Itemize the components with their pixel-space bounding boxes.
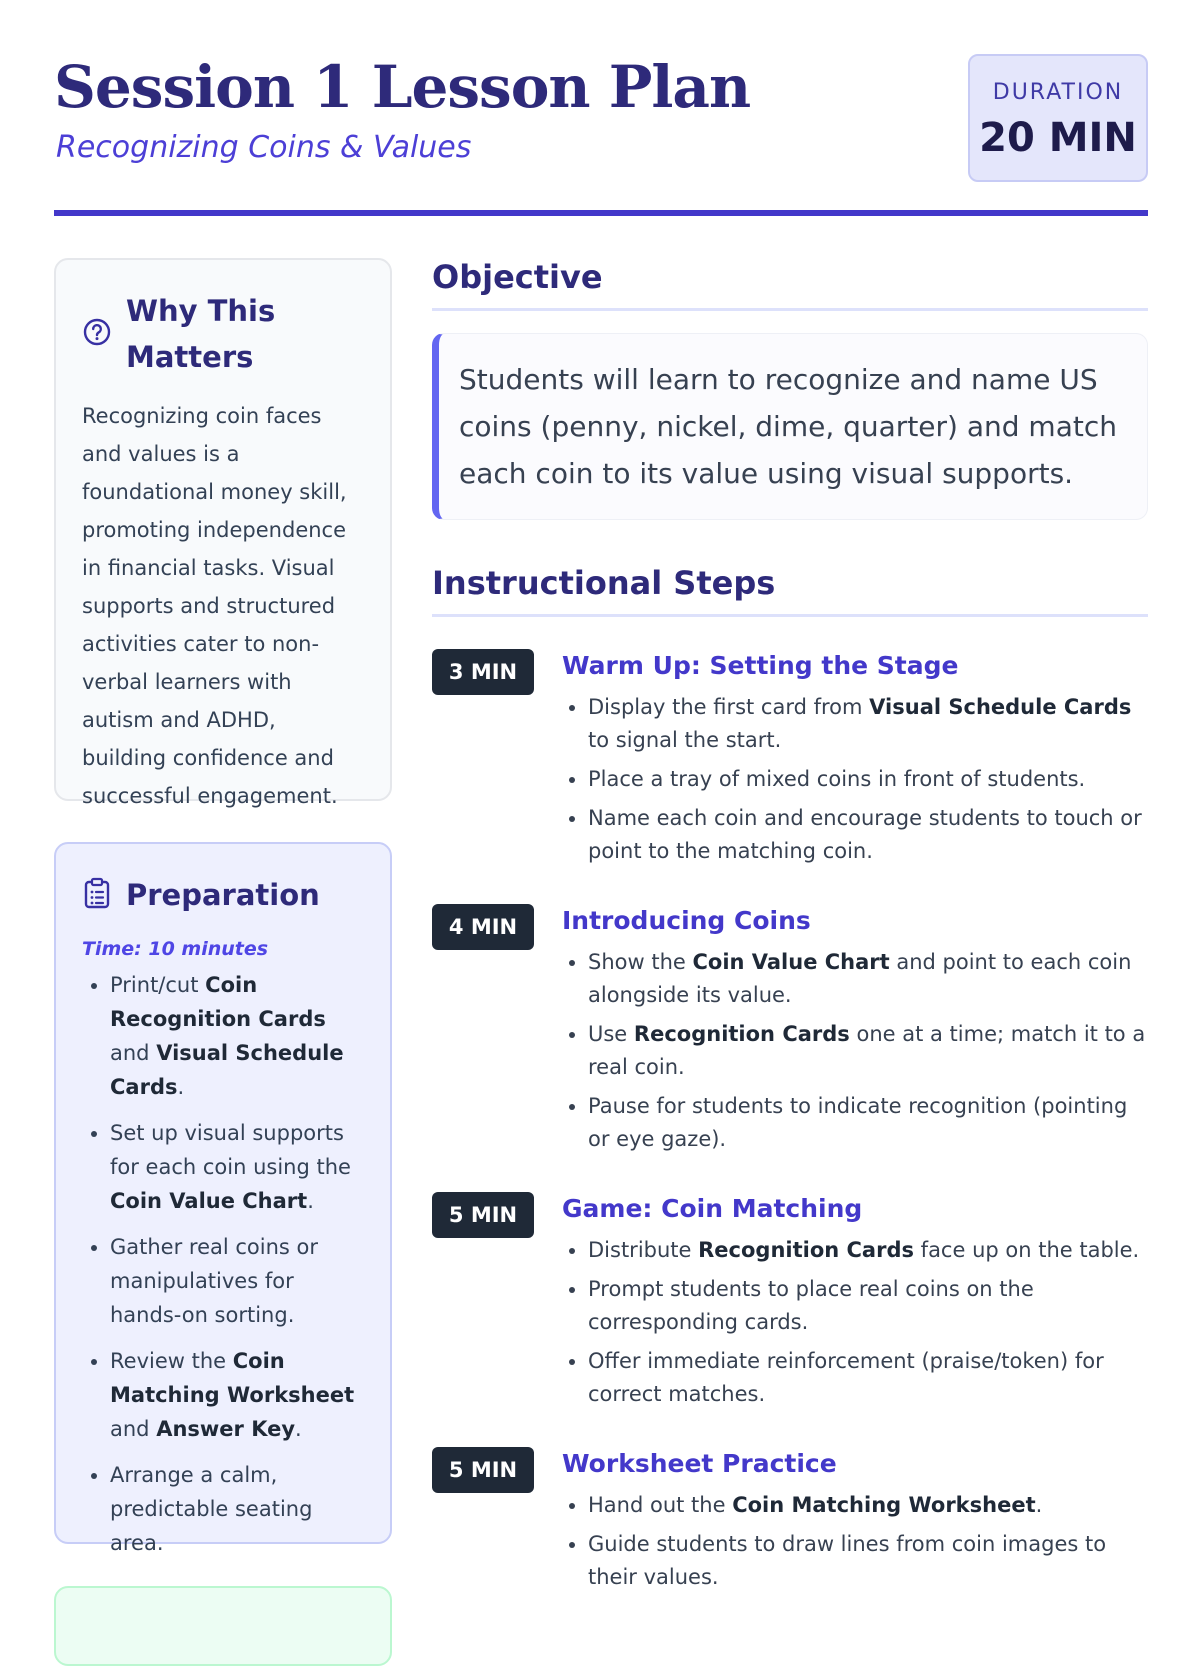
clipboard-list-icon (82, 877, 112, 913)
preparation-time: Time: 10 minutes (82, 938, 269, 961)
step-list (562, 1489, 1148, 1594)
instructional-step (432, 649, 1148, 874)
text-run: Use (588, 1022, 634, 1046)
step-body (562, 1192, 1148, 1417)
step-title: Warm Up: Setting the Stage (562, 651, 959, 680)
header (54, 48, 1148, 218)
emphasis-text: Visual Schedule Cards (110, 1041, 344, 1100)
objective-heading: Objective (432, 258, 1148, 311)
preparation-card (54, 842, 392, 1556)
emphasis-text: Recognition Cards (633, 1022, 850, 1046)
preparation-title: Preparation (126, 878, 320, 912)
text-run: Hand out the (588, 1493, 733, 1517)
text-run: Review the (110, 1349, 233, 1374)
text-run: and (110, 1417, 157, 1442)
instructional-step (432, 1192, 1148, 1417)
step-body (562, 1447, 1148, 1600)
text-run: face up on the table. (914, 1238, 1140, 1262)
text-run: Set up visual supports for each coin using the (110, 1121, 351, 1180)
step-item (588, 1090, 1148, 1156)
why-text: Recognizing coin faces and values is a foundational money skill, promoting independence in financial tasks. Visual supports and structured activities cater to non-verbal learners with autism and ADHD, building confidence and successful engagement. (82, 403, 347, 808)
step-duration-badge: 3 MIN (432, 649, 534, 695)
text-run: . (307, 1189, 314, 1214)
preparation-item (110, 968, 364, 1104)
step-duration-badge: 4 MIN (432, 904, 534, 950)
text-run: and point to each coin alongside its value. (588, 950, 1132, 1007)
instructional-step (432, 904, 1148, 1162)
main-column (432, 258, 1148, 1600)
step-item (588, 802, 1148, 868)
why-this-matters-card (54, 258, 392, 808)
step-list (562, 946, 1148, 1156)
instructional-step (432, 1447, 1148, 1600)
text-run: Name each coin and encourage students to touch or point to the matching coin. (588, 806, 1142, 863)
emphasis-text: Coin Value Chart (692, 950, 890, 974)
text-run: Show the (588, 950, 693, 974)
header-divider (54, 210, 1148, 216)
step-item (588, 691, 1148, 757)
step-list (562, 1234, 1148, 1411)
emphasis-text: Visual Schedule Cards (869, 695, 1132, 719)
objective-text: Students will learn to recognize and name US coins (penny, nickel, dime, quarter) and match each coin to its value using visual supports. (432, 333, 1148, 520)
text-run: Pause for students to indicate recognition (pointing or eye gaze). (588, 1094, 1128, 1151)
step-title: Worksheet Practice (562, 1449, 837, 1478)
step-item (588, 946, 1148, 1012)
why-title: Why This Matters (126, 294, 276, 375)
preparation-item (110, 1344, 364, 1446)
text-run: Guide students to draw lines from coin images to their values. (588, 1532, 1107, 1589)
step-title: Game: Coin Matching (562, 1194, 863, 1223)
text-run: Offer immediate reinforcement (praise/token) for correct matches. (588, 1349, 1104, 1406)
question-circle-icon (82, 317, 112, 351)
text-run: Place a tray of mixed coins in front of students. (588, 767, 1086, 791)
preparation-item (110, 1458, 364, 1560)
text-run: to signal the start. (588, 728, 782, 752)
step-body (562, 649, 1148, 874)
text-run: and (110, 1041, 157, 1066)
step-list (562, 691, 1148, 868)
page-subtitle: Recognizing Coins & Values (56, 130, 472, 165)
next-card (54, 1586, 392, 1666)
text-run: Prompt students to place real coins on the corresponding cards. (588, 1277, 1034, 1334)
emphasis-text: Coin Value Chart (110, 1189, 308, 1214)
duration-badge (968, 54, 1148, 182)
step-duration-badge: 5 MIN (432, 1192, 534, 1238)
step-item (588, 1273, 1148, 1339)
step-item (588, 1528, 1148, 1594)
text-run: Distribute (588, 1238, 699, 1262)
text-run: Gather real coins or manipulatives for hands-on sorting. (110, 1235, 319, 1328)
text-run: Arrange a calm, predictable seating area. (110, 1463, 313, 1556)
text-run: Print/cut (110, 973, 206, 998)
preparation-item (110, 1116, 364, 1218)
duration-label: DURATION (992, 80, 1124, 105)
text-run: . (177, 1075, 185, 1100)
step-title: Introducing Coins (562, 906, 811, 935)
step-item (588, 1489, 1148, 1522)
step-duration-badge: 5 MIN (432, 1447, 534, 1493)
instructional-steps (432, 649, 1148, 1600)
step-item (588, 1345, 1148, 1411)
duration-value: 20 MIN (979, 115, 1137, 161)
text-run: one at a time; match it to a real coin. (588, 1022, 1146, 1079)
text-run: Display the first card from (588, 695, 870, 719)
emphasis-text: Coin Matching Worksheet (110, 1349, 355, 1408)
page-title: Session 1 Lesson Plan (54, 53, 751, 121)
step-item (588, 1234, 1148, 1267)
emphasis-text: Answer Key (156, 1417, 296, 1442)
instructional-steps-heading: Instructional Steps (432, 564, 1148, 617)
step-body (562, 904, 1148, 1162)
step-item (588, 1018, 1148, 1084)
emphasis-text: Coin Recognition Cards (110, 973, 326, 1032)
preparation-list (82, 968, 364, 1560)
preparation-item (110, 1230, 364, 1332)
emphasis-text: Coin Matching Worksheet (732, 1493, 1036, 1517)
text-run: . (295, 1417, 302, 1442)
step-item (588, 763, 1148, 796)
emphasis-text: Recognition Cards (698, 1238, 914, 1262)
text-run: . (1035, 1493, 1043, 1517)
